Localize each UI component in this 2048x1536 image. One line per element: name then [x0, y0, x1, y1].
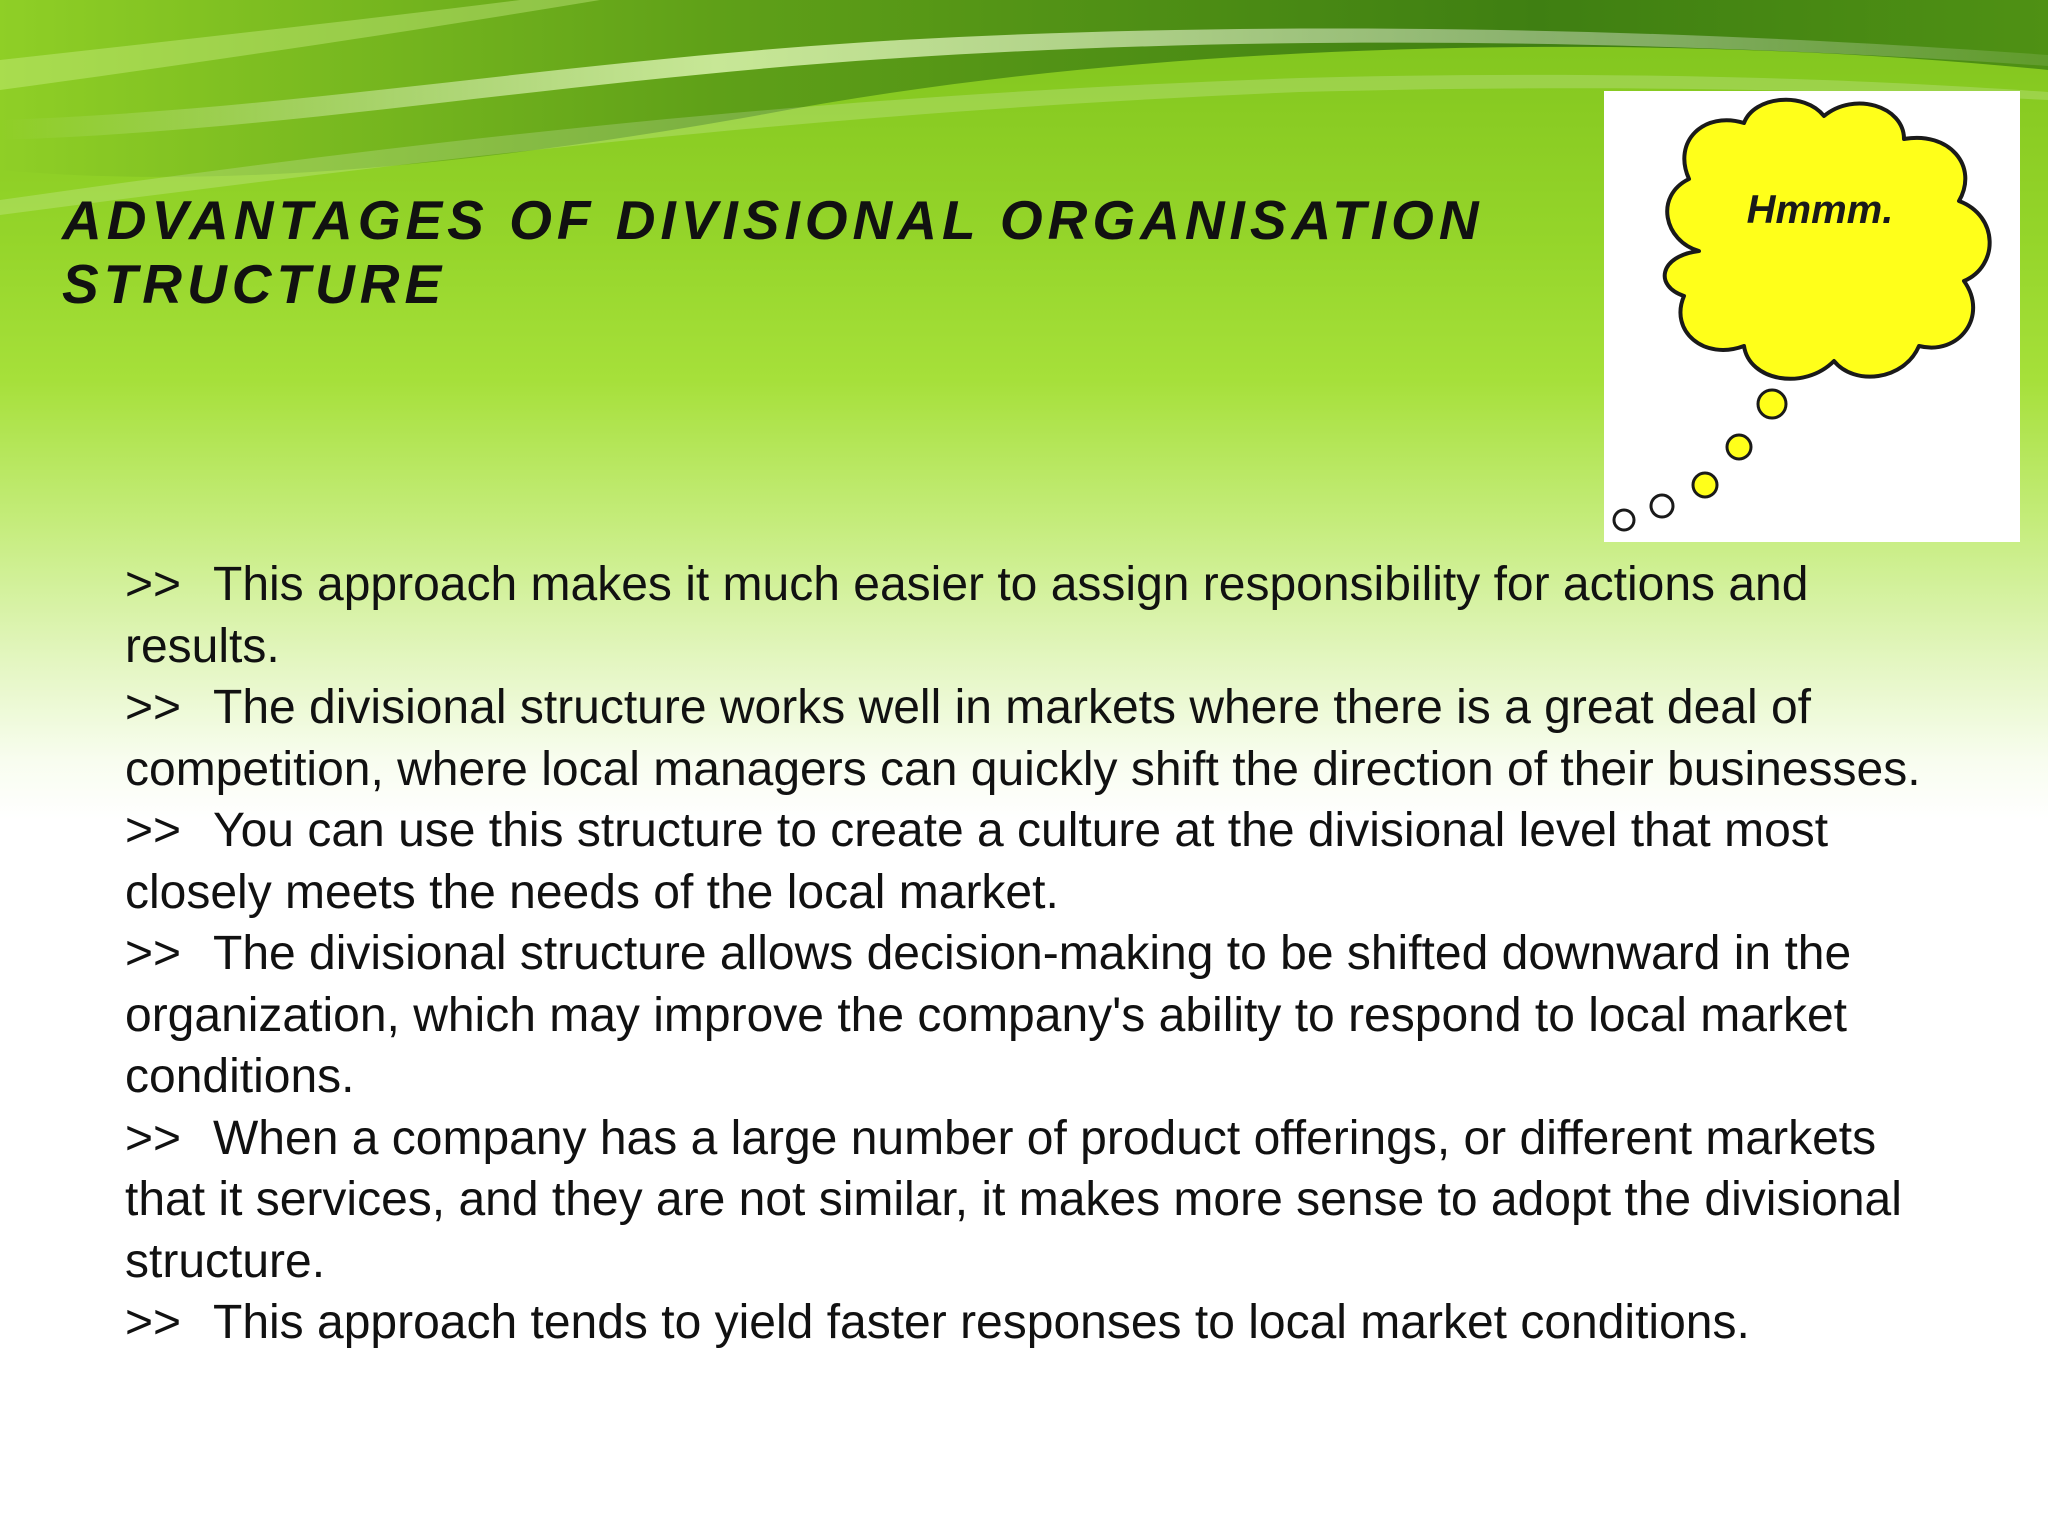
bullet-text: When a company has a large number of product offerings, or different markets that it services, and they are not similar, it makes more sense to adopt the divisional structure. [125, 1111, 1902, 1288]
bullet-text: You can use this structure to create a culture at the divisional level that most closely meets the needs of the local market. [125, 804, 1829, 919]
bullet-list [125, 554, 1945, 1354]
slide-title: ADVANTAGES OF DIVISIONAL ORGANISATION STRUCTURE [62, 189, 1484, 315]
bullet-text: The divisional structure works well in markets where there is a great deal of competition, where local managers can quickly shift the direction of their businesses. [125, 681, 1921, 796]
bullet-item [125, 923, 1945, 1108]
bullet-item [125, 1292, 1945, 1354]
bullet-marker: >> [125, 1111, 182, 1165]
bullet-item [125, 1108, 1945, 1293]
thought-bubble-icon [1604, 91, 2020, 542]
bullet-item [125, 800, 1945, 923]
bullet-marker: >> [125, 804, 182, 857]
thought-dot [1758, 390, 1786, 418]
thought-dot [1727, 435, 1751, 459]
bullet-item [125, 554, 1945, 677]
thought-dot [1651, 495, 1673, 517]
bullet-text: This approach tends to yield faster responses to local market conditions. [213, 1296, 1750, 1349]
bullet-item [125, 677, 1945, 800]
bullet-text: The divisional structure allows decision-making to be shifted downward in the organization, which may improve the company's ability to respond to local market conditions. [125, 927, 1852, 1103]
thought-bubble-image [1604, 91, 2020, 542]
thought-dot [1693, 473, 1717, 497]
bullet-marker: >> [125, 558, 182, 611]
thought-bubble-text: Hmmm. [1746, 188, 1894, 232]
bullet-text: This approach makes it much easier to assign responsibility for actions and results. [125, 558, 1809, 673]
thought-dot [1614, 510, 1634, 530]
bullet-marker: >> [125, 681, 182, 734]
bullet-marker: >> [125, 927, 182, 980]
bullet-marker: >> [125, 1296, 182, 1349]
